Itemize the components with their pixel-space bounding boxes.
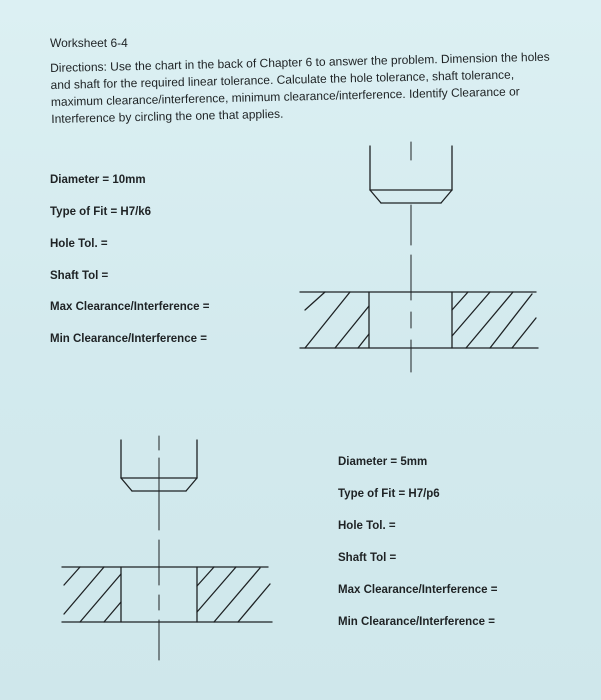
shaft2-right-chamfer — [186, 478, 197, 491]
p2-fit-type: Type of Fit = H7/p6 — [338, 488, 440, 500]
p2-min-clearance: Min Clearance/Interference = — [338, 616, 495, 628]
p1-diameter: Diameter = 10mm — [50, 174, 146, 186]
p1-hole-tolerance: Hole Tol. = — [50, 238, 108, 250]
directions-text: Directions: Use the chart in the back of Chapter 6 to answer the problem. Dimension the holes and shaft for the required linear tolerance. Calculate the hole tolerance, shaft tolerance, maximum clearance/interference, minimum clearance/interference. Identify Clearance or Interference by circling the one that applies. — [50, 49, 550, 126]
p1-max-clearance: Max Clearance/Interference = — [50, 301, 210, 313]
p2-shaft-tolerance: Shaft Tol = — [338, 552, 397, 564]
p2-max-clearance: Max Clearance/Interference = — [338, 584, 498, 596]
p1-shaft-tolerance: Shaft Tol = — [50, 270, 109, 282]
p1-min-clearance: Min Clearance/Interference = — [50, 333, 207, 345]
worksheet-title: Worksheet 6-4 — [50, 36, 128, 50]
p1-fit-type: Type of Fit = H7/k6 — [50, 206, 152, 218]
p2-hole-tolerance: Hole Tol. = — [338, 520, 396, 532]
shaft2-left-chamfer — [121, 478, 132, 491]
p2-diameter: Diameter = 5mm — [338, 456, 428, 468]
